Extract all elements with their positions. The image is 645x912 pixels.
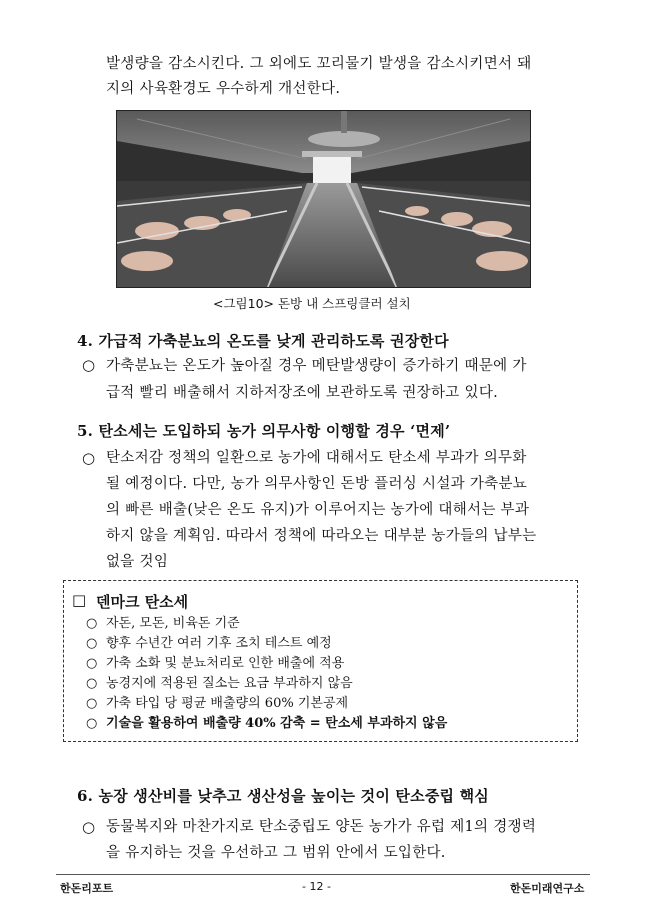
section-5-line-5: 없을 것임 (106, 554, 169, 570)
box-item-6: 기술을 활용하여 배출량 40% 감축 = 탄소세 부과하지 않음 (106, 716, 448, 731)
page-number: - 12 - (302, 880, 331, 893)
section-4-line-2: 급적 빨리 배출해서 지하저장조에 보관하도록 권장하고 있다. (106, 385, 499, 401)
box-item-1: 자돈, 모돈, 비육돈 기준 (106, 616, 240, 631)
section-6-bullet-icon: ○ (82, 818, 96, 836)
footer-divider (56, 874, 590, 875)
section-6-heading: 6. 농장 생산비를 낮추고 생산성을 높이는 것이 탄소중립 핵심 (77, 787, 489, 805)
section-4-line-1: 가축분뇨는 온도가 높아질 경우 메탄발생량이 증가하기 때문에 가 (106, 358, 527, 374)
box-bullet-icon: ○ (86, 716, 98, 731)
section-4-heading: 4. 가급적 가축분뇨의 온도를 낮게 관리하도록 권장한다 (77, 332, 449, 350)
box-bullet-icon: ○ (86, 696, 98, 711)
pig-pen-sprinkler-photo (116, 110, 531, 288)
intro-line-1: 발생량을 감소시킨다. 그 외에도 꼬리물기 발생을 감소시키면서 돼 (106, 56, 532, 72)
section-5-bullet-icon: ○ (82, 449, 96, 467)
box-title-checkbox-icon: □ (72, 591, 87, 609)
section-5-line-4: 하지 않을 계획임. 따라서 정책에 따라오는 대부분 농가들의 납부는 (106, 528, 537, 544)
intro-line-2: 지의 사육환경도 우수하게 개선한다. (106, 81, 341, 97)
footer-left: 한돈리포트 (60, 882, 114, 895)
box-item-2: 향후 수년간 여러 기후 조치 테스트 예정 (106, 636, 332, 651)
section-5-heading: 5. 탄소세는 도입하되 농가 의무사항 이행할 경우 ‘면제’ (77, 422, 451, 440)
footer-right: 한돈미래연구소 (510, 882, 585, 895)
section-5-line-2: 될 예정이다. 다만, 농가 의무사항인 돈방 플러싱 시설과 가축분뇨 (106, 476, 528, 492)
section-6-line-2: 을 유지하는 것을 우선하고 그 범위 안에서 도입한다. (106, 845, 446, 861)
box-item-3: 가축 소화 및 분뇨처리로 인한 배출에 적용 (106, 656, 345, 671)
box-title: 덴마크 탄소세 (96, 593, 189, 611)
figure-caption: <그림10> 돈방 내 스프링클러 설치 (213, 296, 411, 311)
box-item-4: 농경지에 적용된 질소는 요금 부과하지 않음 (106, 676, 353, 691)
box-item-5: 가축 타입 당 평균 배출량의 60% 기본공제 (106, 696, 349, 711)
box-bullet-icon: ○ (86, 656, 98, 671)
box-bullet-icon: ○ (86, 636, 98, 651)
section-4-bullet-icon: ○ (82, 356, 96, 374)
section-6-line-1: 동물복지와 마찬가지로 탄소중립도 양돈 농가가 유럽 제1의 경쟁력 (106, 819, 537, 835)
box-bullet-icon: ○ (86, 616, 98, 631)
section-5-line-1: 탄소저감 정책의 일환으로 농가에 대해서도 탄소세 부과가 의무화 (106, 450, 527, 466)
section-5-line-3: 의 빠른 배출(낮은 온도 유지)가 이루어지는 농가에 대해서는 부과 (106, 502, 530, 518)
box-bullet-icon: ○ (86, 676, 98, 691)
